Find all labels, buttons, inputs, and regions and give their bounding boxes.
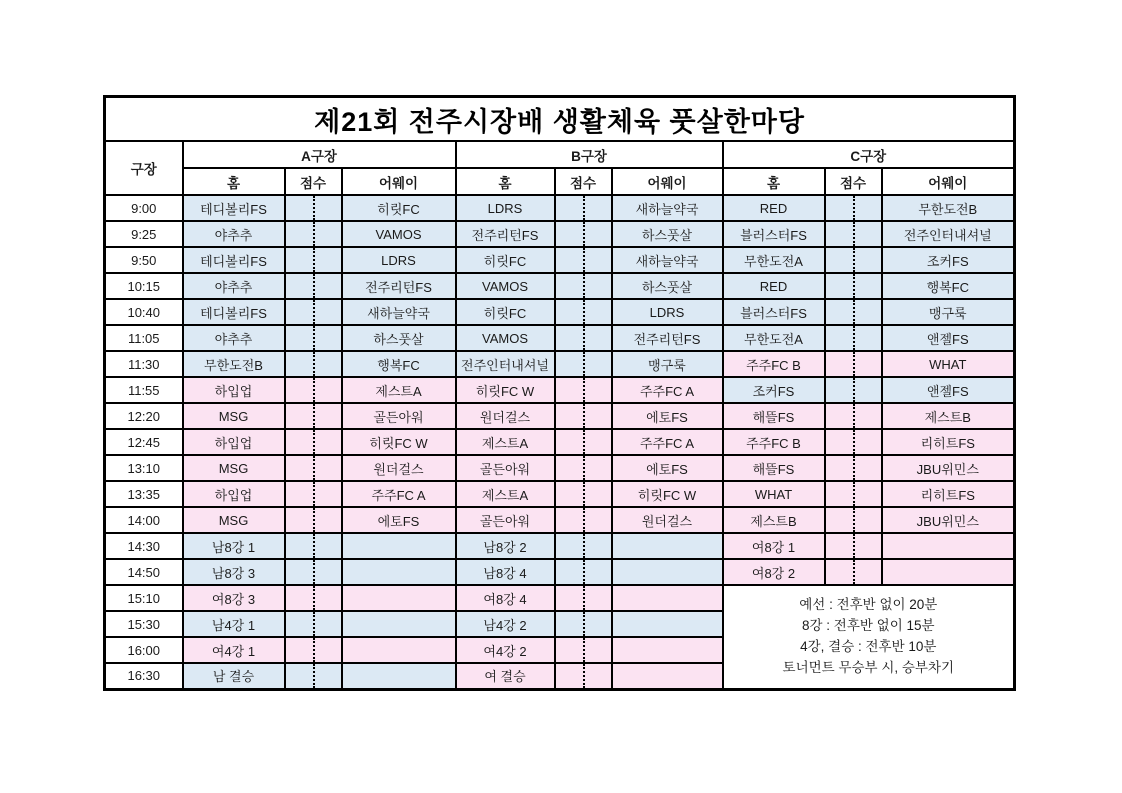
schedule-row — [105, 299, 1015, 325]
schedule-row — [105, 403, 1015, 429]
score-cell — [285, 663, 342, 689]
score-cell — [825, 559, 882, 585]
score-cell — [555, 637, 612, 663]
away-team-cell — [342, 585, 456, 611]
schedule-row — [105, 221, 1015, 247]
schedule-table — [103, 95, 1016, 691]
home-team-cell: MSG — [183, 507, 285, 533]
away-team-cell: JBU위민스 — [882, 507, 1015, 533]
home-team-cell: 주주FC B — [723, 351, 825, 377]
time-cell: 13:10 — [105, 455, 183, 481]
home-team-cell: 전주인터내셔널 — [456, 351, 555, 377]
col-header-away-c: 어웨이 — [882, 168, 1015, 195]
away-team-cell: 에토FS — [612, 455, 723, 481]
col-header-home-c: 홈 — [723, 168, 825, 195]
away-team-cell — [882, 533, 1015, 559]
home-team-cell: 블러스터FS — [723, 221, 825, 247]
score-cell — [285, 533, 342, 559]
home-team-cell: 조커FS — [723, 377, 825, 403]
score-cell — [825, 325, 882, 351]
away-team-cell: 앤젤FS — [882, 325, 1015, 351]
score-cell — [825, 455, 882, 481]
home-team-cell: 여 결승 — [456, 663, 555, 689]
home-team-cell: MSG — [183, 455, 285, 481]
home-team-cell: 골든아워 — [456, 507, 555, 533]
score-cell — [555, 429, 612, 455]
score-cell — [555, 195, 612, 221]
away-team-cell — [342, 637, 456, 663]
home-team-cell: 하입업 — [183, 481, 285, 507]
score-cell — [285, 221, 342, 247]
col-header-away-a: 어웨이 — [342, 168, 456, 195]
away-team-cell — [342, 611, 456, 637]
away-team-cell: 원더걸스 — [612, 507, 723, 533]
schedule-row — [105, 585, 1015, 611]
home-team-cell: MSG — [183, 403, 285, 429]
home-team-cell: 하입업 — [183, 429, 285, 455]
home-team-cell: RED — [723, 195, 825, 221]
schedule-row — [105, 429, 1015, 455]
home-team-cell: 히릿FC — [456, 299, 555, 325]
time-cell: 11:30 — [105, 351, 183, 377]
score-cell — [555, 533, 612, 559]
score-cell — [825, 507, 882, 533]
away-team-cell: LDRS — [342, 247, 456, 273]
home-team-cell: 야추추 — [183, 325, 285, 351]
home-team-cell: VAMOS — [456, 325, 555, 351]
score-cell — [825, 299, 882, 325]
score-cell — [555, 325, 612, 351]
score-cell — [285, 481, 342, 507]
away-team-cell: 에토FS — [612, 403, 723, 429]
away-team-cell: 히릿FC W — [612, 481, 723, 507]
home-team-cell: 원더걸스 — [456, 403, 555, 429]
away-team-cell: 히릿FC W — [342, 429, 456, 455]
home-team-cell: 테디볼리FS — [183, 299, 285, 325]
col-header-score-b: 점수 — [555, 168, 612, 195]
home-team-cell: 테디볼리FS — [183, 247, 285, 273]
home-team-cell: 히릿FC — [456, 247, 555, 273]
time-cell: 12:20 — [105, 403, 183, 429]
home-team-cell: 무한도전A — [723, 325, 825, 351]
score-cell — [555, 663, 612, 689]
score-cell — [555, 585, 612, 611]
score-cell — [285, 273, 342, 299]
venue-b-header: B구장 — [456, 141, 723, 168]
time-cell: 15:10 — [105, 585, 183, 611]
schedule-row — [105, 377, 1015, 403]
away-team-cell: 리히트FS — [882, 481, 1015, 507]
score-cell — [825, 403, 882, 429]
score-cell — [825, 195, 882, 221]
away-team-cell: 앤젤FS — [882, 377, 1015, 403]
schedule-row — [105, 533, 1015, 559]
time-cell: 15:30 — [105, 611, 183, 637]
away-team-cell — [342, 559, 456, 585]
away-team-cell: 리히트FS — [882, 429, 1015, 455]
score-cell — [555, 351, 612, 377]
away-team-cell: 전주리턴FS — [612, 325, 723, 351]
away-team-cell — [612, 559, 723, 585]
away-team-cell: 행복FC — [882, 273, 1015, 299]
score-cell — [555, 221, 612, 247]
score-cell — [555, 247, 612, 273]
away-team-cell: 제스트A — [342, 377, 456, 403]
home-team-cell: 야추추 — [183, 221, 285, 247]
schedule-row — [105, 481, 1015, 507]
away-team-cell: 맹구룩 — [612, 351, 723, 377]
away-team-cell: 제스트B — [882, 403, 1015, 429]
away-team-cell: 전주인터내셔널 — [882, 221, 1015, 247]
schedule-row — [105, 273, 1015, 299]
home-team-cell: 해뜰FS — [723, 455, 825, 481]
time-cell: 9:00 — [105, 195, 183, 221]
venue-c-header: C구장 — [723, 141, 1015, 168]
schedule-sheet — [103, 95, 1016, 691]
time-cell: 11:05 — [105, 325, 183, 351]
away-team-cell: 전주리턴FS — [342, 273, 456, 299]
score-cell — [285, 403, 342, 429]
col-header-home-b: 홈 — [456, 168, 555, 195]
score-cell — [555, 273, 612, 299]
score-cell — [285, 377, 342, 403]
col-header-venue: 구장 — [105, 141, 183, 195]
away-team-cell: LDRS — [612, 299, 723, 325]
sub-header-row — [105, 168, 1015, 195]
col-header-score-c: 점수 — [825, 168, 882, 195]
away-team-cell: 새하늘약국 — [612, 195, 723, 221]
away-team-cell: 주주FC A — [342, 481, 456, 507]
schedule-row — [105, 247, 1015, 273]
away-team-cell — [342, 663, 456, 689]
time-cell: 9:50 — [105, 247, 183, 273]
home-team-cell: 여8강 2 — [723, 559, 825, 585]
time-cell: 14:30 — [105, 533, 183, 559]
away-team-cell: JBU위민스 — [882, 455, 1015, 481]
away-team-cell: 하스풋살 — [612, 273, 723, 299]
score-cell — [285, 455, 342, 481]
note-line: 4강, 결승 : 전후반 10분 — [800, 638, 937, 654]
schedule-row — [105, 325, 1015, 351]
venue-header-row — [105, 141, 1015, 168]
away-team-cell — [612, 585, 723, 611]
score-cell — [555, 455, 612, 481]
away-team-cell — [612, 611, 723, 637]
home-team-cell: 골든아워 — [456, 455, 555, 481]
away-team-cell: 주주FC A — [612, 377, 723, 403]
score-cell — [285, 195, 342, 221]
score-cell — [825, 273, 882, 299]
time-cell: 11:55 — [105, 377, 183, 403]
score-cell — [285, 585, 342, 611]
col-header-home-a: 홈 — [183, 168, 285, 195]
score-cell — [285, 351, 342, 377]
note-line: 8강 : 전후반 없이 15분 — [802, 617, 935, 633]
venue-a-header: A구장 — [183, 141, 456, 168]
away-team-cell — [612, 637, 723, 663]
score-cell — [555, 377, 612, 403]
home-team-cell: 제스트A — [456, 481, 555, 507]
score-cell — [285, 325, 342, 351]
home-team-cell: 히릿FC W — [456, 377, 555, 403]
score-cell — [825, 429, 882, 455]
home-team-cell: 여8강 1 — [723, 533, 825, 559]
away-team-cell: 히릿FC — [342, 195, 456, 221]
home-team-cell: 하입업 — [183, 377, 285, 403]
note-line: 예선 : 전후반 없이 20분 — [799, 596, 938, 612]
home-team-cell: WHAT — [723, 481, 825, 507]
home-team-cell: 여4강 1 — [183, 637, 285, 663]
home-team-cell: 제스트B — [723, 507, 825, 533]
page-title: 제21회 전주시장배 생활체육 풋살한마당 — [105, 97, 1015, 142]
schedule-row — [105, 351, 1015, 377]
home-team-cell: 무한도전A — [723, 247, 825, 273]
home-team-cell: LDRS — [456, 195, 555, 221]
time-cell: 10:40 — [105, 299, 183, 325]
time-cell: 12:45 — [105, 429, 183, 455]
score-cell — [555, 481, 612, 507]
schedule-row — [105, 507, 1015, 533]
score-cell — [285, 611, 342, 637]
away-team-cell — [612, 663, 723, 689]
home-team-cell: 전주리턴FS — [456, 221, 555, 247]
time-cell: 16:00 — [105, 637, 183, 663]
away-team-cell: 원더걸스 — [342, 455, 456, 481]
home-team-cell: 주주FC B — [723, 429, 825, 455]
score-cell — [285, 429, 342, 455]
score-cell — [285, 507, 342, 533]
home-team-cell: 남8강 4 — [456, 559, 555, 585]
score-cell — [555, 611, 612, 637]
col-header-score-a: 점수 — [285, 168, 342, 195]
score-cell — [825, 351, 882, 377]
away-team-cell: 하스풋살 — [612, 221, 723, 247]
home-team-cell: 여8강 3 — [183, 585, 285, 611]
time-cell: 13:35 — [105, 481, 183, 507]
home-team-cell: 해뜰FS — [723, 403, 825, 429]
home-team-cell: 테디볼리FS — [183, 195, 285, 221]
schedule-row — [105, 455, 1015, 481]
score-cell — [825, 247, 882, 273]
score-cell — [285, 559, 342, 585]
time-cell: 10:15 — [105, 273, 183, 299]
score-cell — [825, 377, 882, 403]
score-cell — [555, 559, 612, 585]
away-team-cell: 무한도전B — [882, 195, 1015, 221]
score-cell — [285, 637, 342, 663]
score-cell — [285, 247, 342, 273]
score-cell — [555, 507, 612, 533]
title-row — [105, 97, 1015, 142]
home-team-cell: 블러스터FS — [723, 299, 825, 325]
away-team-cell: 골든아워 — [342, 403, 456, 429]
away-team-cell: VAMOS — [342, 221, 456, 247]
home-team-cell: 남8강 2 — [456, 533, 555, 559]
home-team-cell: 남8강 1 — [183, 533, 285, 559]
note-line: 토너먼트 무승부 시, 승부차기 — [782, 659, 955, 675]
time-cell: 16:30 — [105, 663, 183, 689]
time-cell: 14:00 — [105, 507, 183, 533]
schedule-row — [105, 559, 1015, 585]
home-team-cell: 남8강 3 — [183, 559, 285, 585]
home-team-cell: VAMOS — [456, 273, 555, 299]
away-team-cell — [612, 533, 723, 559]
away-team-cell: 새하늘약국 — [612, 247, 723, 273]
away-team-cell: 하스풋살 — [342, 325, 456, 351]
time-cell: 9:25 — [105, 221, 183, 247]
score-cell — [825, 221, 882, 247]
col-header-away-b: 어웨이 — [612, 168, 723, 195]
home-team-cell: 무한도전B — [183, 351, 285, 377]
score-cell — [555, 299, 612, 325]
away-team-cell: 맹구룩 — [882, 299, 1015, 325]
home-team-cell: 제스트A — [456, 429, 555, 455]
score-cell — [285, 299, 342, 325]
score-cell — [825, 481, 882, 507]
away-team-cell: WHAT — [882, 351, 1015, 377]
note-box — [723, 585, 1015, 689]
away-team-cell: 새하늘약국 — [342, 299, 456, 325]
home-team-cell: 야추추 — [183, 273, 285, 299]
home-team-cell: 여8강 4 — [456, 585, 555, 611]
away-team-cell: 주주FC A — [612, 429, 723, 455]
away-team-cell — [882, 559, 1015, 585]
home-team-cell: 남 결승 — [183, 663, 285, 689]
home-team-cell: 남4강 1 — [183, 611, 285, 637]
score-cell — [825, 533, 882, 559]
away-team-cell: 행복FC — [342, 351, 456, 377]
away-team-cell: 에토FS — [342, 507, 456, 533]
home-team-cell: 여4강 2 — [456, 637, 555, 663]
away-team-cell — [342, 533, 456, 559]
schedule-row — [105, 195, 1015, 221]
home-team-cell: 남4강 2 — [456, 611, 555, 637]
schedule-body — [105, 195, 1015, 689]
score-cell — [555, 403, 612, 429]
away-team-cell: 조커FS — [882, 247, 1015, 273]
home-team-cell: RED — [723, 273, 825, 299]
time-cell: 14:50 — [105, 559, 183, 585]
